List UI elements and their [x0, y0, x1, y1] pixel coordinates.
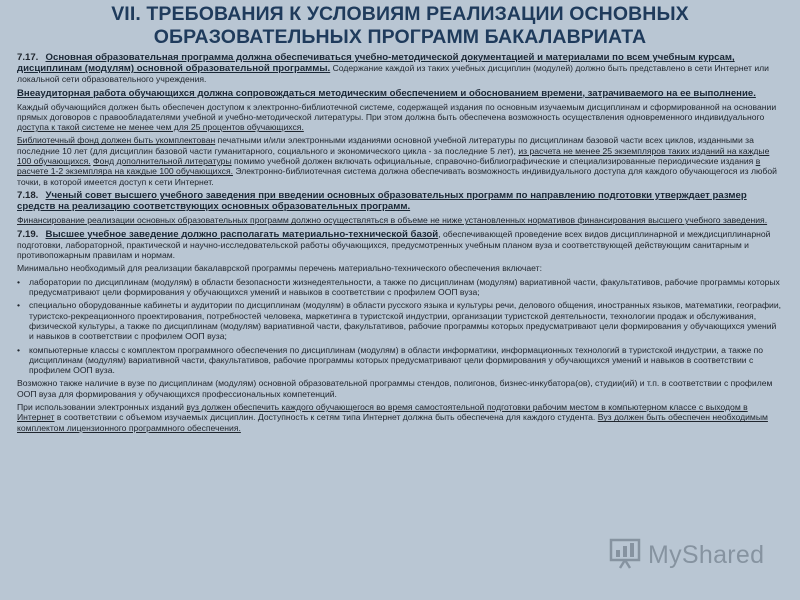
underlined-text: вуз должен обеспечить каждого обучающегося во время самостоятельной подготовки рабочим местом в компьютерном классе с выходом в Интернет	[17, 402, 748, 423]
presentation-icon	[608, 536, 642, 575]
paragraph-text: в соответствии с объемом изучаемых дисциплин. Доступность к сетям типа Интернет должна быть обеспечена для каждого студента.	[54, 412, 598, 423]
section-heading: Высшее учебное заведение должно располагать материально-технической базой	[45, 228, 439, 240]
access-paragraph	[17, 102, 783, 133]
page-title: VII. ТРЕБОВАНИЯ К УСЛОВИЯМ РЕАЛИЗАЦИИ ОСНОВНЫХ ОБРАЗОВАТЕЛЬНЫХ ПРОГРАММ БАКАЛАВРИАТА	[111, 3, 689, 48]
paragraph-text: помимо учебной должен включать официальные, справочно-библиографические и специализированные периодические издания	[231, 156, 756, 167]
underlined-text: доступа к такой системе не менее чем для 25 процентов обучающихся.	[17, 122, 304, 133]
section-text: Содержание каждой из таких учебных дисциплин (модулей) должно быть представлено в сети Интернет или локальной сети образовательного учреждения.	[17, 63, 769, 85]
bullet-icon: •	[17, 276, 21, 287]
underlined-text: Вуз должен быть обеспечен необходимым комплектом лицензионного программного обеспечения.	[17, 412, 768, 433]
minimum-paragraph: Минимально необходимый для реализации бакалаврской программы перечень материально-технического обеспечения включает:	[17, 263, 542, 274]
section-heading: Основная образовательная программа должна обеспечиваться учебно-методической документацией и материалами по всем учебным курсам, дисциплинам (модулям) основной образовательной программы.	[17, 52, 735, 75]
bullet-icon: •	[17, 300, 21, 311]
section-number: 7.17.	[17, 52, 39, 63]
extracurricular-heading: Внеаудиторная работа обучающихся должна сопровождаться методическим обеспечением и обоснованием времени, затрачиваемого на ее выполнение.	[17, 87, 756, 99]
list-item	[17, 345, 783, 376]
document-body	[17, 52, 783, 436]
bullet-icon: •	[17, 344, 21, 355]
list-item	[17, 277, 783, 298]
underlined-text: Фонд дополнительной литературы	[93, 156, 232, 167]
underlined-text: Библиотечный фонд должен быть укомплектован	[17, 135, 216, 146]
watermark-text: MyShared	[648, 540, 765, 569]
paragraph-text: Электронно-библиотечная система должна обеспечивать возможность индивидуального доступа для каждого обучающегося из любой точки, в которой имеется доступ к сети Интернет.	[17, 166, 777, 187]
list-item-text: лаборатории по дисциплинам (модулям) в области безопасности жизнедеятельности, а также по дисциплинам (модулям) вариативной части, факультативов, рабочие программы которых предусматривают цели формирования у обучающихся умений и навыков в соответствии с профилем ООП вуза;	[29, 276, 780, 298]
list-item	[17, 300, 783, 341]
financing-paragraph: Финансирование реализации основных образовательных программ должно осуществляться в объеме не ниже установленных нормативов финансирования высшего учебного заведения.	[17, 215, 768, 226]
section-number: 7.19.	[17, 228, 39, 240]
library-paragraph	[17, 135, 783, 186]
section-7-18	[17, 190, 783, 212]
underlined-text: из расчета не менее 25 экземпляров таких изданий на каждые 100 обучающихся.	[17, 145, 770, 167]
watermark	[608, 536, 764, 574]
section-heading: Ученый совет высшего учебного заведения при введении основных образовательных программ по направлению подготовки утверждает размер средств на реализацию соответствующих основных образовательных программ.	[17, 189, 747, 213]
list-item-text: специально оборудованные кабинеты и аудитории по дисциплинам (модулям) в области русского языка и культуры речи, делового общения, иностранных языков, математики, географии, туристско-рекреационного проектирования, потребностей человека, маркетинга в туристской индустрии, организации туристской деятельности, технологии продаж и обслуживания, физической культуры, а также по дисциплинам (модулям) вариативной части, факультативов, рабочие программы которых предусматривают цели формирования у обучающихся умений и навыков в соответствии с профилем ООП вуза;	[29, 300, 782, 342]
section-text: , обеспечивающей проведение всех видов дисциплинарной и междисциплинарной подготовки, лабораторной, практической и научно-исследовательской работы обучающихся, предусмотренных учебным планом вуза и соответствующей действующим санитарным и противопожарным правилам и нормам.	[17, 228, 771, 261]
section-7-17	[17, 52, 783, 85]
list-item-text: компьютерные классы с комплектом программного обеспечения по дисциплинам (модулям) в области информатики, информационных технологий в туристской индустрии, а также по дисциплинам (модулям) вариативной части, факультативов, рабочие программы которых предусматривают цели формирования у обучающихся умений и навыков в соответствии с профилем ООП вуза.	[29, 344, 764, 376]
paragraph-text: Каждый обучающийся должен быть обеспечен доступом к электронно-библиотечной системе, содержащей издания по основным изучаемым дисциплинам и сформированной на основании прямых договоров с правообладателями учебной и учебно-методической литературы. При этом должна быть обеспечена возможность осуществления одновременного индивидуального	[17, 101, 777, 122]
also-paragraph: Возможно также наличие в вузе по дисциплинам (модулям) основной образовательной программы стендов, полигонов, бизнес-инкубатора(ов), студии(ий) и т.п. в соответствии с профилем ООП вуза для формирования у обучающихся профессиональных компетенций.	[17, 378, 773, 399]
underlined-text: в расчете 1-2 экземпляра на каждые 100 обучающихся.	[17, 156, 761, 177]
paragraph-text: печатными и/или электронными изданиями основной учебной литературы по дисциплинам базовой части всех циклов, изданными за последние 10 лет (для дисциплин базовой части гуманитарного, социального и экономического цикла - за последние 5 лет),	[17, 135, 754, 156]
paragraph-text: При использовании электронных изданий	[17, 402, 187, 413]
section-7-19	[17, 229, 783, 261]
section-number: 7.18.	[17, 189, 39, 201]
electronic-paragraph	[17, 402, 783, 433]
